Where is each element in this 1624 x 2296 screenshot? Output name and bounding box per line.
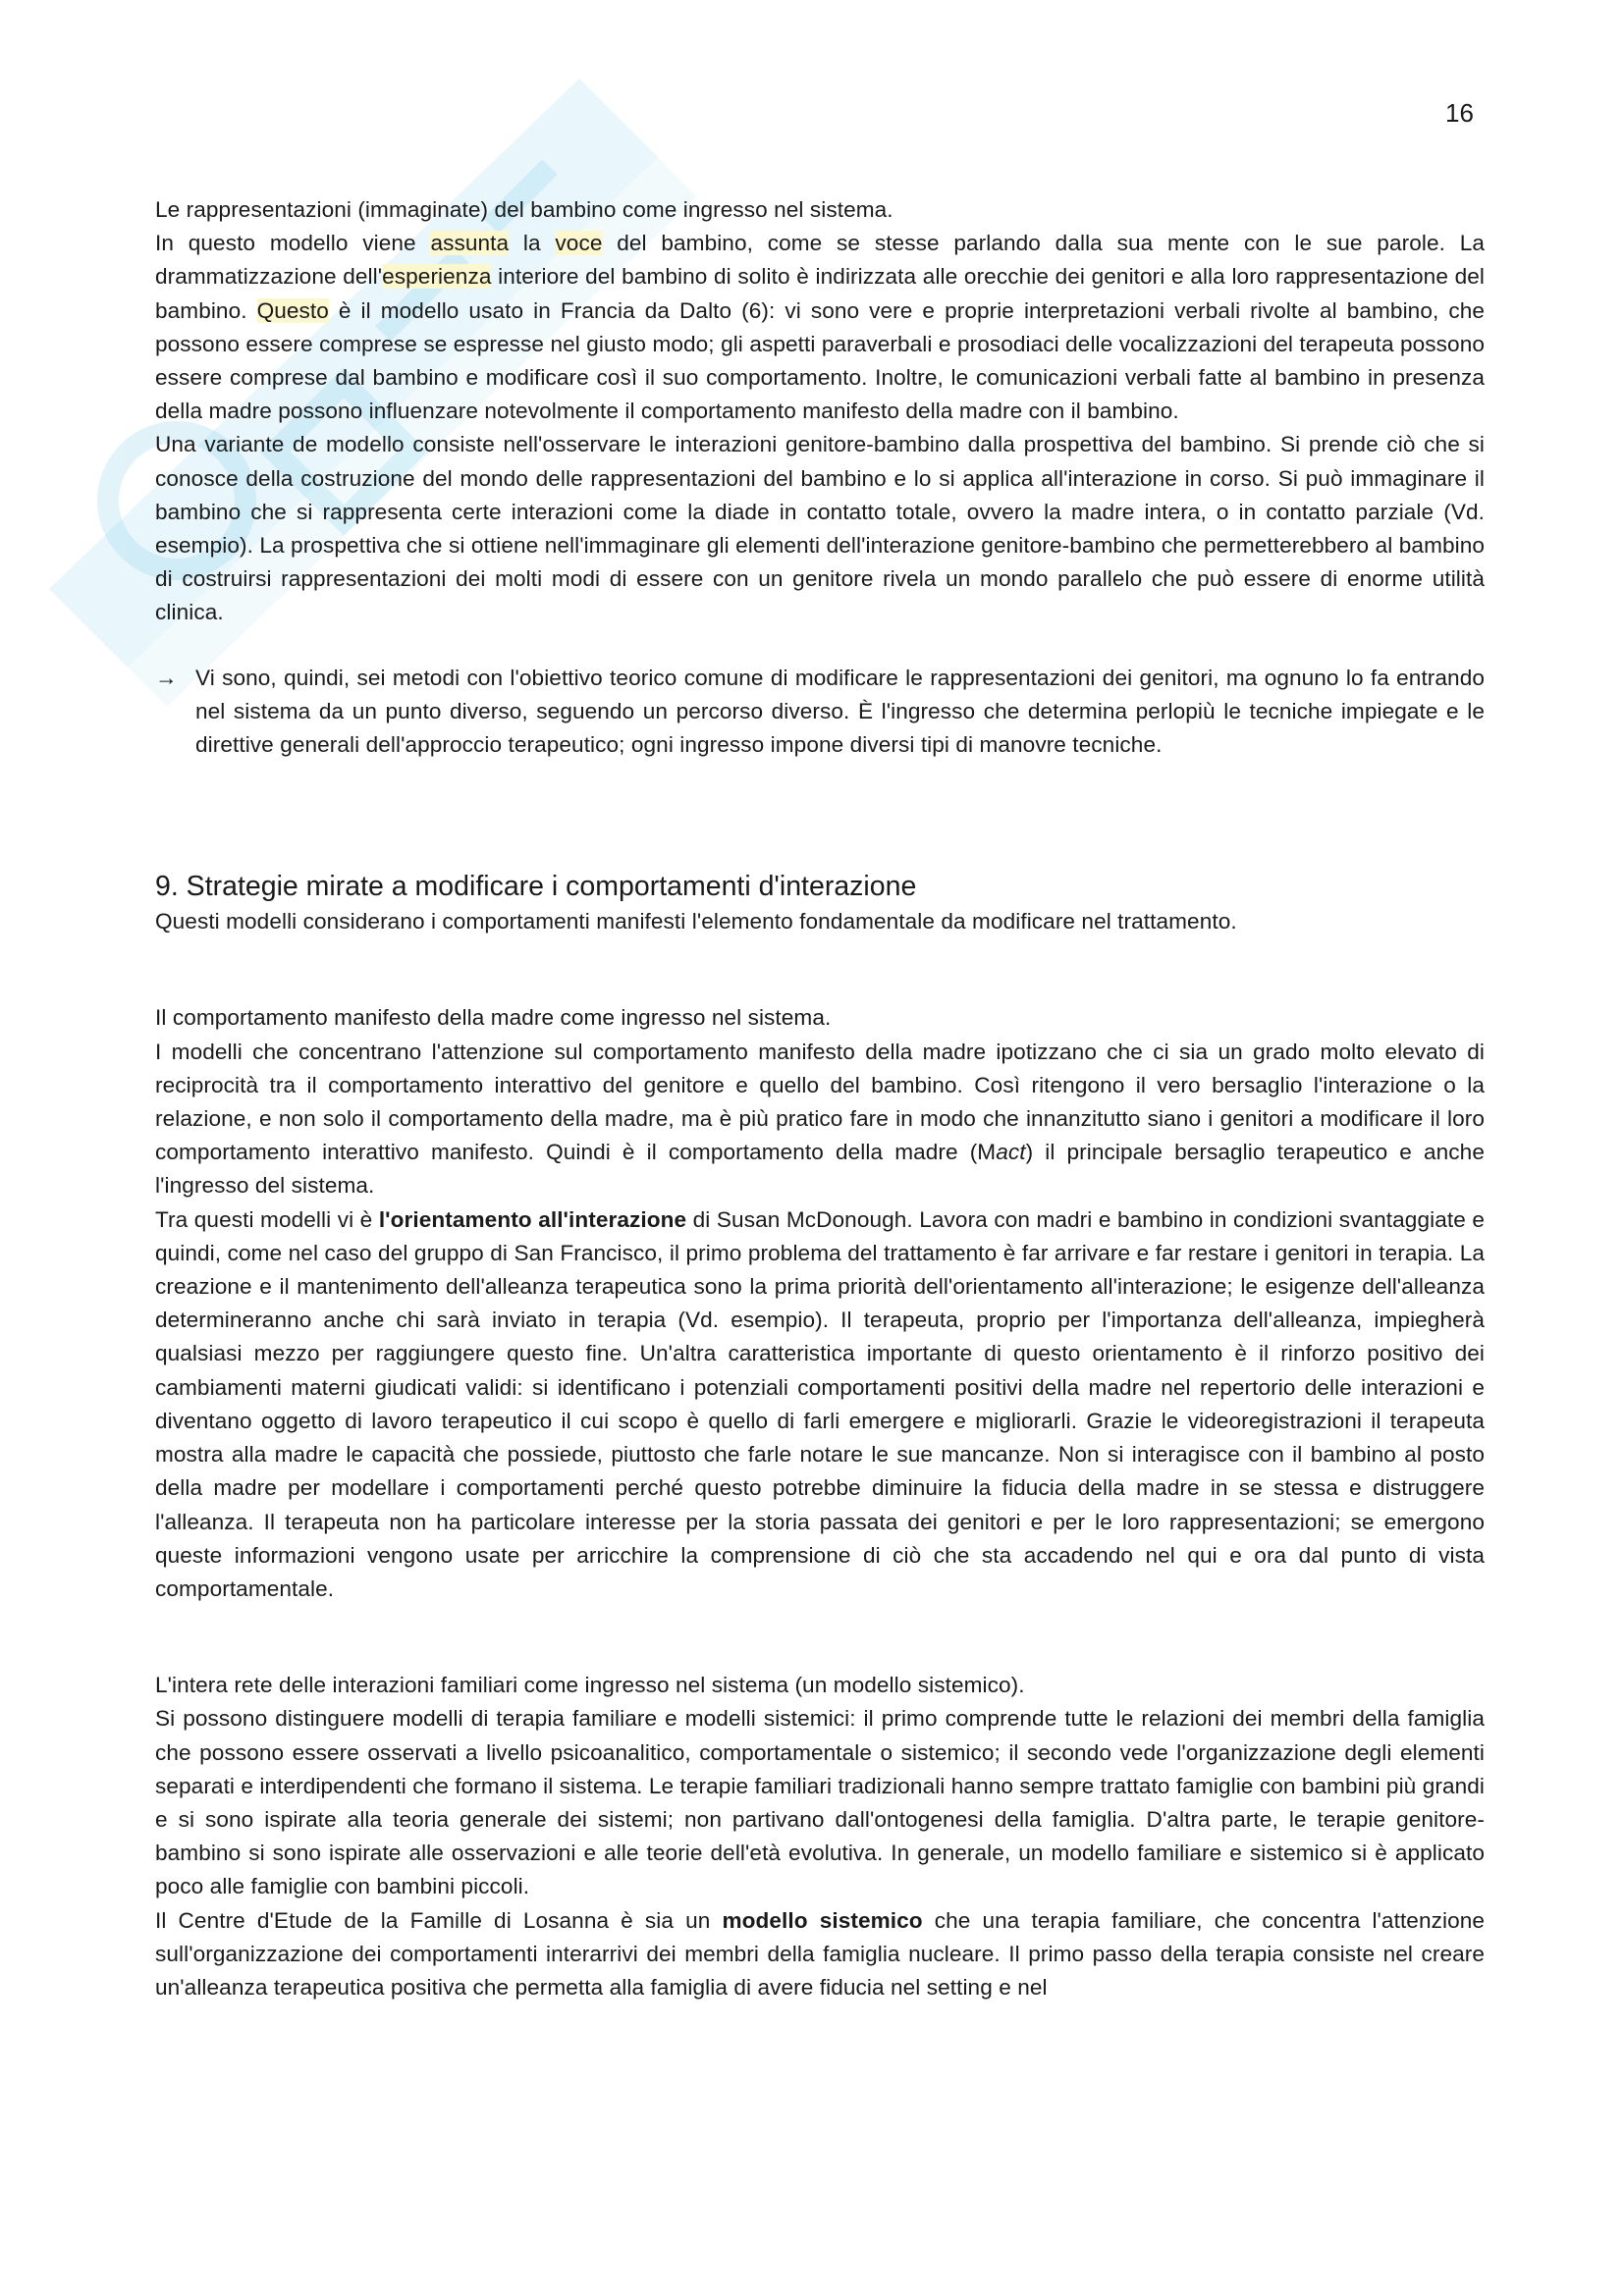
text-run: la [509, 231, 556, 256]
highlight-questo: Questo [256, 297, 329, 323]
bold-systemic-model: modello sistemico [722, 1907, 923, 1933]
italic-act: act [996, 1140, 1026, 1165]
paragraph-child-perspective: Una variante de modello consiste nell'osservare le interazioni genitore-bambino dalla prospettiva del bambino. Si prende ciò che si conosce della costruzione del mondo delle rappresentazioni del bambino e lo si applica all'interazione in corso. Si può immaginare il bambino che si rappresenta certe interazioni come la diade in contatto totale, ovvero la madre intera, o in contatto parziale (Vd. esempio). La prospettiva che si ottiene nell'immaginare gli elementi dell'interazione genitore-bambino che permetterebbero al bambino di costruirsi rappresentazioni dei molti modi di essere con un genitore rivela un mondo parallelo che può essere di enorme utilità clinica. [155, 432, 1485, 625]
paragraph-family-models: Si possono distinguere modelli di terapia familiare e modelli sistemici: il primo comprende tutte le relazioni dei membri della famiglia che possono essere osservati a livello psicoanalitico, comportamentale o sistemico; il secondo vede l'organizzazione degli elementi separati e interdipendenti che formano il sistema. Le terapie familiari tradizionali hanno sempre trattato famiglie con bambini più grandi e si sono ispirate alla teoria generale dei sistemi; non partivano dall'ontogenesi della famiglia. D'altra parte, le terapie genitore-bambino si sono ispirate alle osservazioni e alle teorie dell'età evolutiva. In generale, un modello familiare e sistemico si è applicato poco alle famiglie con bambini piccoli. [155, 1706, 1485, 1899]
section-heading: 9. Strategie mirate a modificare i comportamenti d'interazione [155, 871, 917, 903]
section-title-family-network: L'intera rete delle interazioni familiari come ingresso nel sistema (un modello sistemico). [155, 1673, 1025, 1698]
bold-interaction-orientation: l'orientamento all'interazione [378, 1206, 687, 1232]
text-run: è il modello usato in Francia da Dalto (6): vi sono vere e proprie interpretazioni verbali rivolte al bambino, che possono essere comprese se espresse nel giusto modo; gli aspetti paraverbali e prosodiaci delle vocalizzazioni del terapeuta possono essere comprese dal bambino e modificare così il suo comportamento. Inoltre, le comunicazioni verbali fatte al bambino in presenza della madre possono influenzare notevolmente il comportamento manifesto della madre con il bambino. [155, 297, 1485, 424]
section-title-child-representations: Le rappresentazioni (immaginate) del bambino come ingresso nel sistema. [155, 197, 893, 222]
text-run: interiore del bambino di solito è indirizzata alle orecchie dei genitori e alla loro rappresentazione del bambino. [155, 264, 1485, 323]
text-run: Il Centre d'Etude de la Famille di Losanna è sia un [155, 1907, 723, 1933]
text-run: Tra questi modelli vi è [155, 1206, 379, 1232]
paragraph-child-voice [155, 227, 1485, 428]
summary-bullet [155, 662, 1485, 763]
text-run: che una terapia familiare, che concentra l'attenzione sull'organizzazione dei comportamenti interarrivi dei membri della famiglia nucleare. Il primo passo della terapia consiste nel creare un'alleanza terapeutica positiva che permetta alla famiglia di avere fiducia nel setting e nel [155, 1907, 1486, 2000]
text-run: ) il principale bersaglio terapeutico e anche l'ingresso del sistema. [155, 1140, 1485, 1199]
page-number: 16 [1445, 98, 1474, 128]
bullet-text: Vi sono, quindi, sei metodi con l'obiettivo teorico comune di modificare le rappresentazioni dei genitori, ma ognuno lo fa entrando nel sistema da un punto diverso, seguendo un percorso diverso. È l'ingresso che determina perlopiù le tecniche impiegate e le direttive generali dell'approccio terapeutico; ogni ingresso impone diversi tipi di manovre tecniche. [195, 665, 1485, 758]
section-title-mother-behavior: Il comportamento manifesto della madre come ingresso nel sistema. [155, 1005, 832, 1031]
text-run: del bambino, come se stesse parlando dalla sua mente con le sue parole. La drammatizzazione dell' [155, 231, 1485, 290]
document-body [155, 193, 1485, 2004]
highlight-voce: voce [555, 231, 603, 256]
paragraph-mother-behavior [155, 1036, 1485, 1203]
section-heading-subtitle: Questi modelli considerano i comportamenti manifesti l'elemento fondamentale da modificare nel trattamento. [155, 909, 1237, 934]
text-run: di Susan McDonough. Lavora con madri e bambino in condizioni svantaggiate e quindi, come nel caso del gruppo di San Francisco, il primo problema del trattamento è far arrivare e far restare i genitori in terapia. La creazione e il mantenimento dell'alleanza terapeutica sono la prima priorità dell'orientamento all'interazione; le esigenze dell'alleanza determineranno anche chi sarà inviato in terapia (Vd. esempio). Il terapeuta, proprio per l'importanza dell'alleanza, impiegherà qualsiasi mezzo per raggiungere questo fine. Un'altra caratteristica importante di questo orientamento è il rinforzo positivo dei cambiamenti materni giudicati validi: si identificano i potenziali comportamenti positivi della madre nel repertorio delle interazioni e diventano oggetto di lavoro terapeutico il cui scopo è quello di farli emergere e migliorarli. Grazie le videoregistrazioni il terapeuta mostra alla madre le capacità che possiede, piuttosto che farle notare le sue mancanze. Non si interagisce con il bambino al posto della madre per modellare i comportamenti perché questo potrebbe diminuire la fiducia della madre in se stessa e distruggere l'alleanza. Il terapeuta non ha particolare interesse per la storia passata dei genitori e per le loro rappresentazioni; se emergono queste informazioni vengono usate per arricchire la comprensione di ciò che sta accadendo nel qui e ora dal punto di vista comportamentale. [155, 1206, 1485, 1601]
highlight-assunta: assunta [430, 231, 510, 256]
paragraph-interaction-orientation [155, 1203, 1485, 1606]
arrow-icon: → [155, 665, 178, 690]
text-run: In questo modello viene [155, 231, 431, 256]
text-run: I modelli che concentrano l'attenzione sul comportamento manifesto della madre ipotizzano che ci sia un grado molto elevato di reciprocità tra il comportamento interattivo del genitore e quello del bambino. Così ritengono il vero bersaglio l'interazione o la relazione, e non solo il comportamento della madre, ma è più pratico fare in modo che innanzitutto siano i genitori a modificare il loro comportamento interattivo manifesto. Quindi è il comportamento della madre (M [155, 1039, 1485, 1165]
paragraph-lausanne-centre [155, 1904, 1485, 2005]
highlight-esperienza: esperienza [382, 264, 492, 290]
